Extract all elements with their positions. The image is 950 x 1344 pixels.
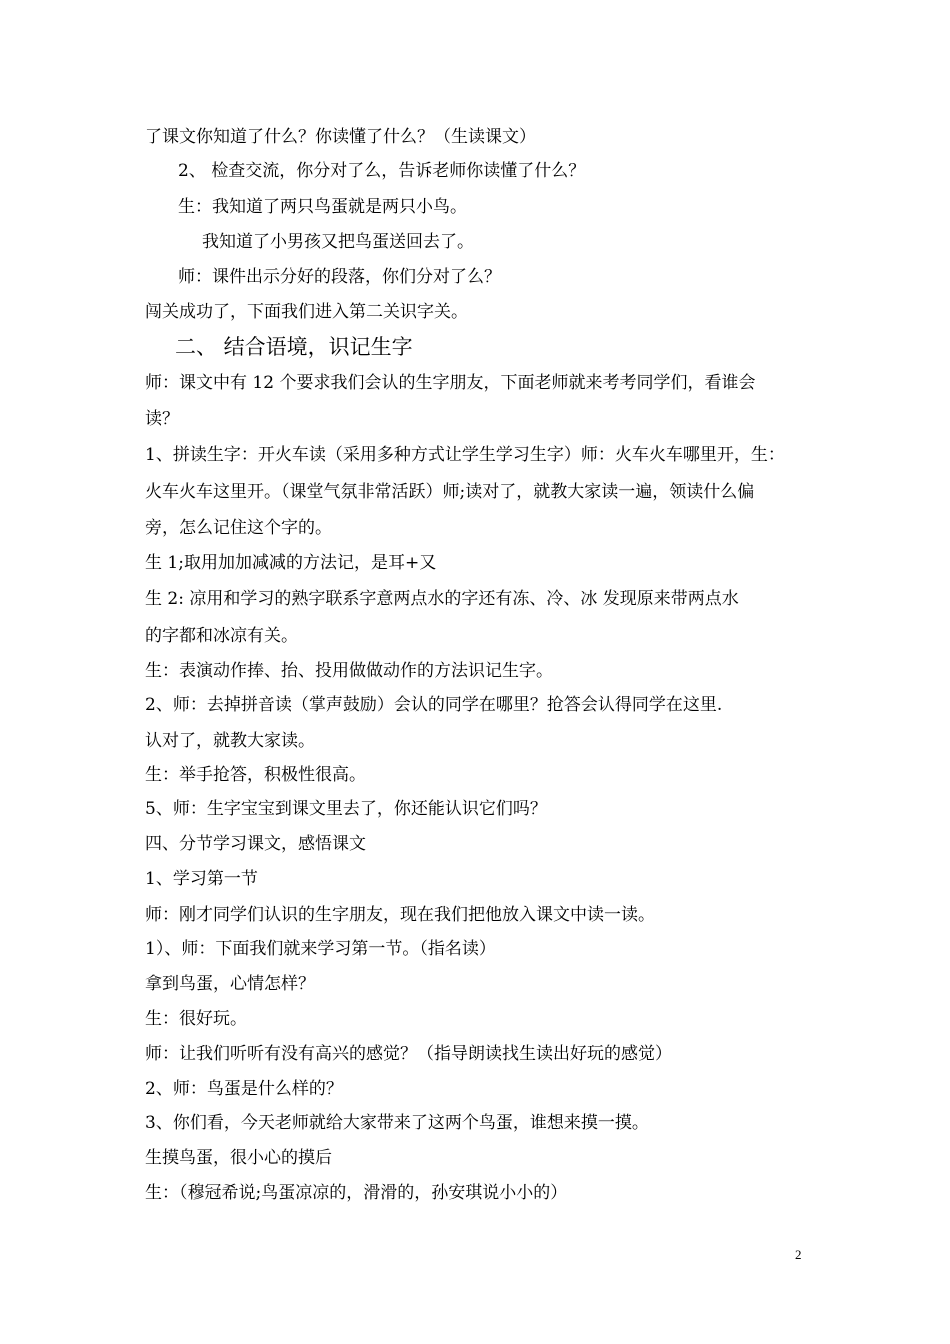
text-line: 旁，怎么记住这个字的。 [145, 518, 332, 538]
text-line: 生 1;取用加加减减的方法记，是耳+又 [145, 553, 437, 573]
text-line: 读？ [145, 409, 179, 429]
text-line: 四、分节学习课文，感悟课文 [145, 834, 366, 854]
text-line: 师：刚才同学们认识的生字朋友，现在我们把他放入课文中读一读。 [145, 905, 655, 925]
page-number: 2 [795, 1247, 802, 1262]
text-line: 生摸鸟蛋，很小心的摸后 [145, 1148, 332, 1168]
text-line: 2、师：去掉拼音读（掌声鼓励）会认的同学在哪里？抢答会认得同学在这里. [145, 695, 723, 715]
text-line: 了课文你知道了什么？你读懂了什么？（生读课文） [145, 127, 536, 147]
text-line: 火车火车这里开。（课堂气氛非常活跃）师;读对了，就教大家读一遍，领读什么偏 [145, 482, 755, 502]
text-line: 生：举手抢答，积极性很高。 [145, 765, 366, 785]
text-line: 3、你们看，今天老师就给大家带来了这两个鸟蛋，谁想来摸一摸。 [145, 1113, 649, 1133]
text-line: 生：我知道了两只鸟蛋就是两只小鸟。 [178, 197, 467, 217]
text-line: 的字都和冰凉有关。 [145, 626, 298, 646]
section-heading: 二、 结合语境，识记生字 [175, 335, 413, 359]
text-line: 5、师：生字宝宝到课文里去了，你还能认识它们吗？ [145, 799, 547, 819]
text-line: 1、学习第一节 [145, 869, 258, 889]
text-line: 2、师：鸟蛋是什么样的？ [145, 1079, 343, 1099]
text-line: 师：让我们听听有没有高兴的感觉？（指导朗读找生读出好玩的感觉） [145, 1044, 672, 1064]
text-line: 生：表演动作捧、抬、投用做做动作的方法识记生字。 [145, 661, 553, 681]
text-line: 拿到鸟蛋，心情怎样？ [145, 974, 315, 994]
text-line: 生：很好玩。 [145, 1009, 247, 1029]
text-line: 师：课文中有 12 个要求我们会认的生字朋友，下面老师就来考考同学们，看谁会 [145, 373, 756, 393]
text-line: 我知道了小男孩又把鸟蛋送回去了。 [202, 232, 474, 252]
text-line: 认对了，就教大家读。 [145, 731, 315, 751]
text-line: 闯关成功了，下面我们进入第二关识字关。 [145, 302, 468, 322]
text-line: 生 2: 凉用和学习的熟字联系字意两点水的字还有冻、冷、冰 发现原来带两点水 [145, 589, 739, 609]
text-line: 1、拼读生字：开火车读（采用多种方式让学生学习生字）师：火车火车哪里开，生： [145, 445, 785, 465]
text-line: 2、 检查交流，你分对了么，告诉老师你读懂了什么？ [178, 161, 586, 181]
text-line: 生：（穆冠希说;鸟蛋凉凉的，滑滑的，孙安琪说小小的） [145, 1183, 568, 1203]
text-line: 师：课件出示分好的段落，你们分对了么？ [178, 267, 501, 287]
text-line: 1）、师：下面我们就来学习第一节。（指名读） [145, 939, 496, 959]
